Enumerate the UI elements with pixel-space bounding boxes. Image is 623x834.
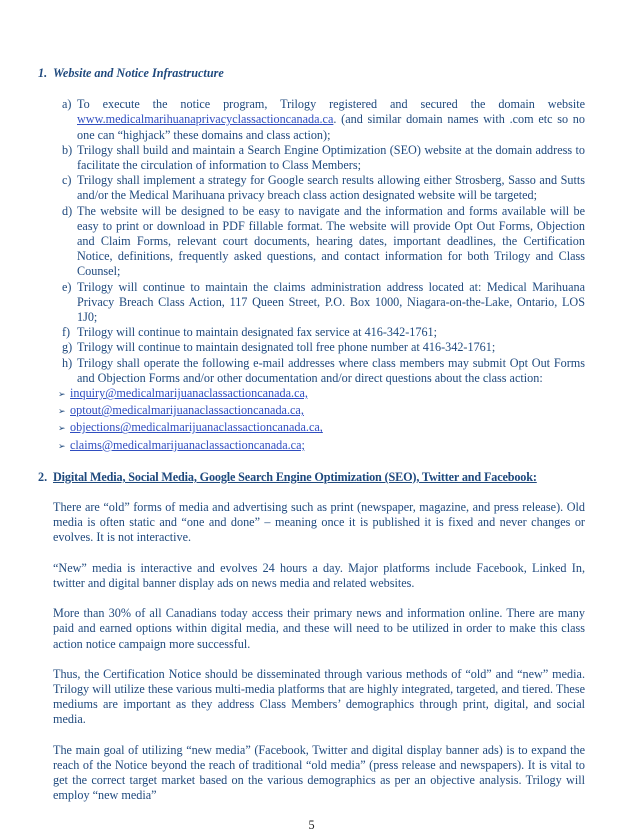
item-text-h: Trilogy shall operate the following e-mail addresses where class members may submit Opt Out Forms and Objection Forms and/or other documentation and/or direct questions about the class action: <box>77 355 585 385</box>
section-1-heading <box>38 66 585 81</box>
item-marker-h: h) <box>62 355 73 370</box>
objections-email-link[interactable]: objections@medicalmarijuanaclassactioncanada.ca, <box>70 420 323 435</box>
list-item-b <box>62 143 585 173</box>
domain-website-link[interactable]: www.medicalmarihuanaprivacyclassactioncanada.ca <box>77 112 334 127</box>
item-text-b: Trilogy shall build and maintain a Search Engine Optimization (SEO) website at the domain address to facilitate the circulation of information to Class Members; <box>77 142 585 173</box>
paragraph-canadians-online: More than 30% of all Canadians today access their primary news and information online. There are many paid and earned options within digital media, and these will need to be utilized in order to make this class action notice campaign more successful. <box>53 606 585 651</box>
section-1-title: Website and Notice Infrastructure <box>53 66 224 80</box>
paragraph-old-media: There are “old” forms of media and advertising such as print (newspaper, magazine, and press release). Old media is often static and “one and done” – meaning once it is published it is fixed and never changes or evolves. It is not interactive. <box>53 500 585 545</box>
section-1-number: 1. <box>38 66 48 80</box>
email-address-list <box>58 386 585 455</box>
inquiry-email-link[interactable]: inquiry@medicalmarijuanaclassactioncanada.ca, <box>70 386 308 401</box>
item-marker-e: e) <box>62 279 72 294</box>
item-text-f: Trilogy will continue to maintain designated fax service at 416-342-1761; <box>77 325 438 340</box>
arrow-bullet-icon: ➢ <box>58 390 66 401</box>
page-number: 5 <box>308 818 315 833</box>
claims-email-link[interactable]: claims@medicalmarijuanaclassactioncanada.ca; <box>70 437 305 452</box>
item-marker-c: c) <box>62 173 72 188</box>
list-item-e <box>62 280 585 326</box>
list-item-g <box>62 340 585 355</box>
section-2-heading <box>38 470 585 485</box>
item-marker-a: a) <box>62 97 72 112</box>
section-1-items <box>62 97 585 386</box>
item-a-post-text: . (and similar domain names with .com etc so no one can “highjack” these domains and class action); <box>77 112 585 142</box>
section-2-number: 2. <box>38 469 48 484</box>
item-text-d: The website will be designed to be easy to navigate and the information and forms available will be easy to print or download in PDF fillable format. The website will provide Opt Out Forms, Objection and Claim Forms, relevant court documents, hearing dates, important deadlines, the Certification Notice, definitions, frequently asked questions, and contact information for both Trilogy and Class Counsel; <box>77 203 585 279</box>
paragraph-certification-notice: Thus, the Certification Notice should be disseminated through various methods of “old” and “new” media. Trilogy will utilize these various multi-media platforms that are highly integrated, targeted, and tiered. These mediums are important as they address Class Members’ demographics through print, digital, and social media. <box>53 666 585 727</box>
arrow-bullet-icon: ➢ <box>58 407 66 418</box>
list-item-a <box>62 97 585 143</box>
item-marker-b: b) <box>62 142 73 157</box>
arrow-bullet-icon: ➢ <box>58 441 66 452</box>
item-marker-g: g) <box>62 340 73 355</box>
item-marker-f: f) <box>62 325 71 340</box>
list-item-h <box>62 356 585 386</box>
item-text-g: Trilogy will continue to maintain designated toll free phone number at 416-342-1761; <box>77 340 496 355</box>
paragraph-main-goal: The main goal of utilizing “new media” (Facebook, Twitter and digital display banner ads) is to expand the reach of the Notice beyond the reach of traditional “old media” (press release and newspapers). It is vital to get the correct target market based on the various demographics as per an objective analysis. Trilogy will employ “new media” <box>53 742 585 803</box>
email-row-claims <box>58 438 585 455</box>
arrow-bullet-icon: ➢ <box>58 424 66 435</box>
email-row-optout <box>58 403 585 420</box>
section-2-title: Digital Media, Social Media, Google Search Engine Optimization (SEO), Twitter and Facebook: <box>53 469 537 484</box>
item-text-c: Trilogy shall implement a strategy for Google search results allowing either Strosberg, Sasso and Sutts and/or the Medical Marihuana privacy breach class action designated website will be targeted; <box>77 173 585 203</box>
list-item-c <box>62 173 585 203</box>
optout-email-link[interactable]: optout@medicalmarijuanaclassactioncanada.ca, <box>70 403 304 418</box>
item-a-pre-text: To execute the notice program, Trilogy registered and secured the domain website <box>77 97 585 112</box>
list-item-f <box>62 325 585 340</box>
item-text-a <box>77 97 585 143</box>
paragraph-new-media: “New” media is interactive and evolves 24 hours a day. Major platforms include Facebook, Linked In, twitter and digital banner display ads on news media and related websites. <box>53 560 585 590</box>
item-marker-d: d) <box>62 203 73 218</box>
list-item-d <box>62 204 585 280</box>
email-row-inquiry <box>58 386 585 403</box>
item-text-e: Trilogy will continue to maintain the claims administration address located at: Medical Marihuana Privacy Breach Class Action, 117 Queen Street, P.O. Box 1000, Niagara-on-the-Lake, Ontario, LOS 1J0; <box>77 279 585 325</box>
email-row-objections <box>58 420 585 437</box>
